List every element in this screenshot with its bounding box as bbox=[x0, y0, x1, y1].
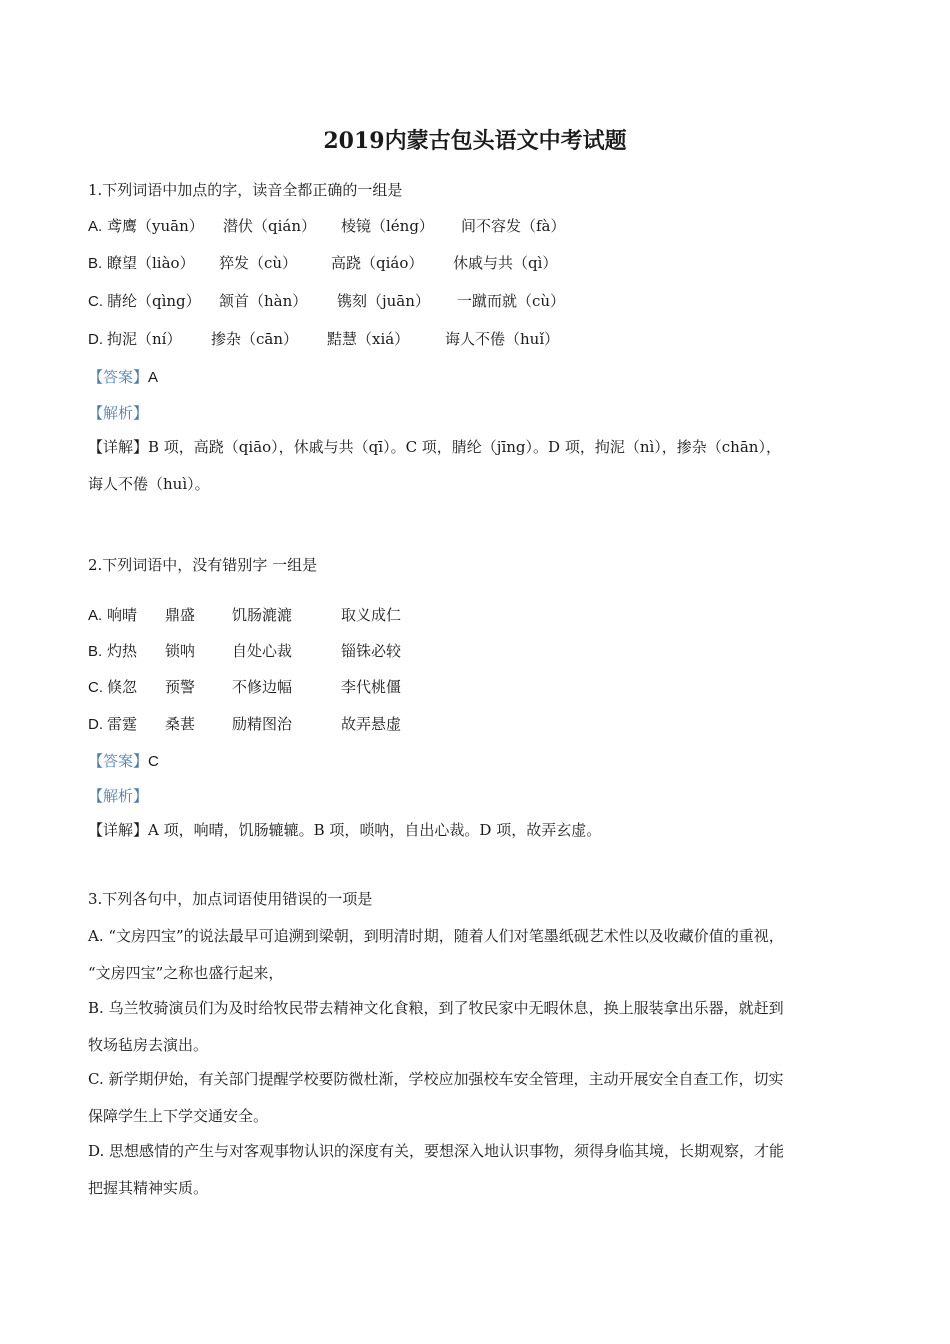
q1-stem: 1.下列词语中加点的字，读音全都正确的一组是 bbox=[88, 181, 403, 199]
option-item: 不修边幅 bbox=[232, 678, 293, 696]
option-item: 棱镜（léng） bbox=[341, 217, 434, 235]
q2-stem: 2.下列词语中，没有错别字 一组是 bbox=[88, 556, 318, 574]
q2-option-b bbox=[88, 641, 402, 662]
option-label: B. bbox=[88, 643, 103, 660]
option-item: 饥肠漉漉 bbox=[232, 606, 293, 624]
option-item: 故弄悬虚 bbox=[341, 715, 402, 733]
option-item: 诲人不倦（huǐ） bbox=[445, 330, 560, 348]
q3-option-d-line-1: D. 思想感情的产生与对客观事物认识的深度有关，要想深入地认识事物，须得身临其境，长期观察，才能 bbox=[88, 1142, 785, 1160]
option-label: C. bbox=[88, 293, 103, 310]
option-item: 一蹴而就（cù） bbox=[457, 292, 566, 310]
q1-option-c bbox=[88, 291, 566, 312]
option-label: B. bbox=[88, 255, 103, 272]
q2-option-d bbox=[88, 714, 402, 735]
q3-stem: 3.下列各句中，加点词语使用错误的一项是 bbox=[88, 890, 373, 908]
option-item: 间不容发（fà） bbox=[461, 217, 566, 235]
option-item: 掺杂（cān） bbox=[211, 330, 299, 348]
option-item: 休戚与共（qì） bbox=[453, 254, 558, 272]
option-item: 猝发（cù） bbox=[219, 254, 298, 272]
option-item: 预警 bbox=[165, 678, 196, 696]
q3-option-d-line-2: 把握其精神实质。 bbox=[88, 1179, 209, 1197]
option-item: 鼎盛 bbox=[165, 606, 196, 624]
q1-detail-line-1: 【详解】B 项，高跷（qiāo），休戚与共（qī）。C 项，腈纶（jīng）。D 项，拘泥（nì），掺杂（chān）， bbox=[88, 438, 781, 456]
q3-option-b-line-1: B. 乌兰牧骑演员们为及时给牧民带去精神文化食粮，到了牧民家中无暇休息，换上服装拿出乐器，就赶到 bbox=[88, 999, 784, 1017]
option-item: 自处心裁 bbox=[232, 642, 293, 660]
option-label: D. bbox=[88, 716, 103, 733]
option-label: A. bbox=[88, 218, 103, 235]
option-label: A. bbox=[88, 607, 103, 624]
q3-option-a-line-1: A. “文房四宝”的说法最早可追溯到梁朝，到明清时期，随着人们对笔墨纸砚艺术性以及收藏价值的重视， bbox=[88, 927, 784, 945]
option-item: 颔首（hàn） bbox=[219, 292, 308, 310]
q3-option-a-line-2: “文房四宝”之称也盛行起来， bbox=[88, 964, 284, 982]
option-item: 鸢鹰（yuān） bbox=[107, 217, 204, 235]
option-item: 雷霆 bbox=[107, 715, 138, 733]
answer-value: C bbox=[148, 753, 159, 770]
option-label: D. bbox=[88, 331, 103, 348]
option-item: 响晴 bbox=[107, 606, 138, 624]
q3-option-c-line-1: C. 新学期伊始，有关部门提醒学校要防微杜渐，学校应加强校车安全管理，主动开展安全自查工作，切实 bbox=[88, 1070, 784, 1088]
option-item: 潜伏（qián） bbox=[223, 217, 317, 235]
option-item: 瞭望（liào） bbox=[107, 254, 195, 272]
option-item: 拘泥（ní） bbox=[107, 330, 182, 348]
q1-detail-line-2: 诲人不倦（huì）。 bbox=[88, 475, 210, 493]
q2-option-c bbox=[88, 677, 402, 698]
option-item: 腈纶（qìng） bbox=[107, 292, 201, 310]
q2-answer bbox=[88, 751, 159, 772]
answer-value: A bbox=[148, 369, 159, 386]
q1-option-b bbox=[88, 253, 558, 274]
q3-option-b-line-2: 牧场毡房去演出。 bbox=[88, 1036, 209, 1054]
q1-answer bbox=[88, 367, 158, 388]
option-item: 取义成仁 bbox=[341, 606, 402, 624]
option-item: 李代桃僵 bbox=[341, 678, 402, 696]
q2-detail: 【详解】A 项，响晴，饥肠辘辘。B 项，唢呐，自出心裁。D 项，故弄玄虚。 bbox=[88, 821, 602, 839]
option-item: 锱铢必较 bbox=[341, 642, 402, 660]
q1-analysis-tag: 【解析】 bbox=[88, 404, 149, 422]
option-item: 高跷（qiáo） bbox=[331, 254, 424, 272]
answer-tag: 【答案】 bbox=[88, 368, 149, 386]
q2-analysis-tag: 【解析】 bbox=[88, 787, 149, 805]
answer-tag: 【答案】 bbox=[88, 752, 149, 770]
q2-option-a bbox=[88, 605, 402, 626]
q1-option-a bbox=[88, 216, 566, 237]
q1-option-d bbox=[88, 329, 560, 350]
option-item: 励精图治 bbox=[232, 715, 293, 733]
option-item: 镌刻（juān） bbox=[337, 292, 430, 310]
page-title: 2019内蒙古包头语文中考试题 bbox=[323, 128, 627, 154]
option-item: 锁呐 bbox=[165, 642, 196, 660]
option-item: 倏忽 bbox=[107, 678, 138, 696]
option-label: C. bbox=[88, 679, 103, 696]
option-item: 黠慧（xiá） bbox=[327, 330, 410, 348]
option-item: 桑葚 bbox=[165, 715, 196, 733]
q3-option-c-line-2: 保障学生上下学交通安全。 bbox=[88, 1107, 269, 1125]
option-item: 灼热 bbox=[107, 642, 138, 660]
